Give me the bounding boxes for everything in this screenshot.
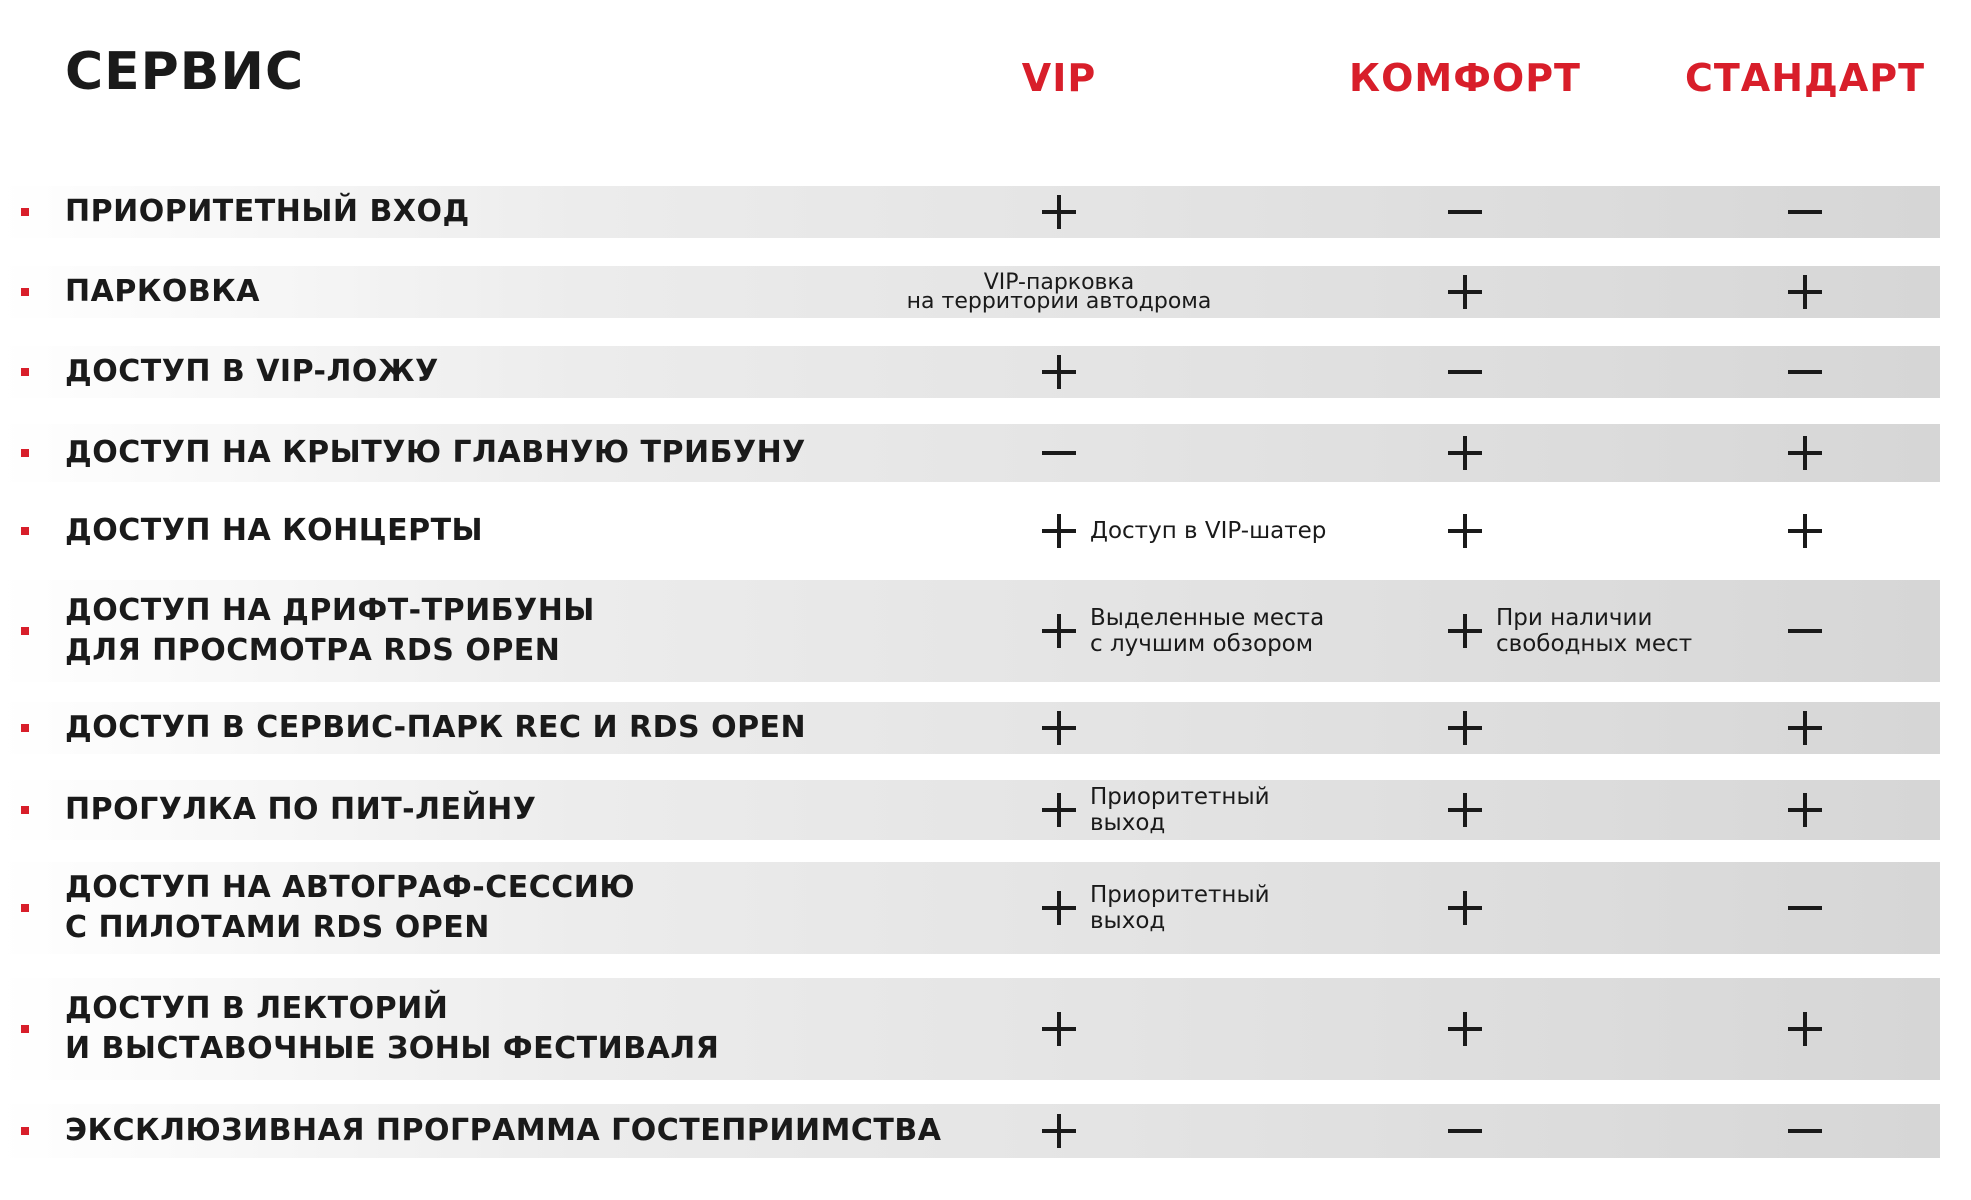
vip-note xyxy=(1090,518,1326,544)
plus-icon xyxy=(1788,514,1822,548)
table-row xyxy=(0,266,1940,318)
plus-icon xyxy=(1042,711,1076,745)
standard-cell xyxy=(1788,514,1822,548)
vip-cell xyxy=(1042,1114,1076,1148)
bullet-marker xyxy=(21,627,29,635)
table-row xyxy=(0,498,1940,564)
row-label-line: С ПИЛОТАМИ RDS OPEN xyxy=(65,910,490,945)
row-label-line: ДЛЯ ПРОСМОТРА RDS OPEN xyxy=(65,633,561,668)
page-title: СЕРВИС xyxy=(65,42,305,102)
row-label xyxy=(65,511,483,551)
standard-cell xyxy=(1788,275,1822,309)
minus-icon xyxy=(1788,195,1822,229)
comfort-cell xyxy=(1448,1114,1482,1148)
standard-cell xyxy=(1788,711,1822,745)
plus-icon xyxy=(1448,891,1482,925)
vip-cell xyxy=(1042,195,1076,229)
note-line: VIP-парковка xyxy=(983,270,1135,295)
minus-icon xyxy=(1042,436,1076,470)
row-label xyxy=(65,790,536,830)
note-line: свободных мест xyxy=(1496,631,1693,657)
note-line: Доступ в VIP-шатер xyxy=(1090,518,1327,544)
standard-cell xyxy=(1788,891,1822,925)
standard-cell xyxy=(1788,436,1822,470)
table-row xyxy=(0,580,1940,682)
row-label-line: ПРИОРИТЕТНЫЙ ВХОД xyxy=(65,194,470,229)
table-row xyxy=(0,862,1940,954)
bullet-marker xyxy=(21,904,29,912)
row-label xyxy=(65,591,595,671)
plus-icon xyxy=(1448,1012,1482,1046)
table-row xyxy=(0,702,1940,754)
table-row xyxy=(0,186,1940,238)
plus-icon xyxy=(1448,711,1482,745)
standard-cell xyxy=(1788,355,1822,389)
row-label-line: ДОСТУП НА КОНЦЕРТЫ xyxy=(65,513,484,548)
bullet-marker xyxy=(21,368,29,376)
plus-icon xyxy=(1042,355,1076,389)
vip-cell xyxy=(1042,436,1076,470)
row-label-line: И ВЫСТАВОЧНЫЕ ЗОНЫ ФЕСТИВАЛЯ xyxy=(65,1031,720,1066)
note-line: Выделенные места xyxy=(1090,605,1325,631)
plus-icon xyxy=(1448,793,1482,827)
row-label xyxy=(65,989,719,1069)
plus-icon xyxy=(1042,514,1076,548)
standard-cell xyxy=(1788,793,1822,827)
minus-icon xyxy=(1448,195,1482,229)
plus-icon xyxy=(1448,514,1482,548)
plus-icon xyxy=(1042,1114,1076,1148)
row-label-line: ДОСТУП НА АВТОГРАФ-СЕССИЮ xyxy=(65,870,636,905)
row-label-line: ПРОГУЛКА ПО ПИТ-ЛЕЙНУ xyxy=(65,792,537,827)
plus-icon xyxy=(1448,614,1482,648)
row-label-line: ПАРКОВКА xyxy=(65,274,260,309)
plus-icon xyxy=(1042,195,1076,229)
row-label xyxy=(65,1111,941,1151)
note-line: Приоритетный xyxy=(1090,784,1270,810)
note-line: на территории автодрома xyxy=(906,289,1212,314)
row-label xyxy=(65,352,439,392)
standard-cell xyxy=(1788,1114,1822,1148)
plus-icon xyxy=(1788,436,1822,470)
vip-note xyxy=(1090,605,1324,657)
row-label-line: ДОСТУП В ЛЕКТОРИЙ xyxy=(65,991,449,1026)
comfort-cell xyxy=(1448,514,1482,548)
comfort-cell xyxy=(1448,355,1482,389)
comfort-cell xyxy=(1448,711,1482,745)
row-label-line: ДОСТУП НА ДРИФТ-ТРИБУНЫ xyxy=(65,593,595,628)
row-label xyxy=(65,272,260,312)
table-row xyxy=(0,978,1940,1080)
note-line: с лучшим обзором xyxy=(1090,631,1314,657)
note-line: выход xyxy=(1090,810,1166,836)
plus-icon xyxy=(1042,891,1076,925)
note-line: выход xyxy=(1090,908,1166,934)
minus-icon xyxy=(1788,614,1822,648)
table-row xyxy=(0,780,1940,840)
vip-cell xyxy=(1042,882,1270,934)
plus-icon xyxy=(1448,275,1482,309)
comfort-cell xyxy=(1448,195,1482,229)
plus-icon xyxy=(1042,793,1076,827)
bullet-marker xyxy=(21,449,29,457)
comfort-cell xyxy=(1448,436,1482,470)
comfort-cell xyxy=(1448,275,1482,309)
table-row xyxy=(0,346,1940,398)
vip-note xyxy=(906,270,1212,314)
standard-cell xyxy=(1788,195,1822,229)
standard-cell xyxy=(1788,1012,1822,1046)
note-line: Приоритетный xyxy=(1090,882,1270,908)
vip-cell xyxy=(1042,514,1326,548)
vip-note xyxy=(1090,882,1270,934)
table-row xyxy=(0,1104,1940,1158)
column-header-vip: VIP xyxy=(1021,56,1097,100)
row-label xyxy=(65,708,806,748)
minus-icon xyxy=(1788,355,1822,389)
plus-icon xyxy=(1788,793,1822,827)
plus-icon xyxy=(1448,436,1482,470)
vip-cell xyxy=(1042,355,1076,389)
row-label xyxy=(65,433,806,473)
plus-icon xyxy=(1788,275,1822,309)
bullet-marker xyxy=(21,806,29,814)
row-label-line: ДОСТУП В СЕРВИС-ПАРК REC И RDS OPEN xyxy=(65,710,807,745)
row-label xyxy=(65,868,635,948)
vip-cell xyxy=(1042,784,1270,836)
minus-icon xyxy=(1788,891,1822,925)
column-header-comfort: КОМФОРТ xyxy=(1349,56,1581,100)
vip-cell xyxy=(1042,711,1076,745)
row-label-line: ЭКСКЛЮЗИВНАЯ ПРОГРАММА ГОСТЕПРИИМСТВА xyxy=(65,1113,942,1148)
plus-icon xyxy=(1042,614,1076,648)
comfort-cell xyxy=(1448,793,1482,827)
table-row xyxy=(0,424,1940,482)
minus-icon xyxy=(1448,355,1482,389)
comfort-cell xyxy=(1448,891,1482,925)
note-line: При наличии xyxy=(1496,605,1653,631)
row-label-line: ДОСТУП В VIP-ЛОЖУ xyxy=(65,354,439,389)
standard-cell xyxy=(1788,614,1822,648)
bullet-marker xyxy=(21,1025,29,1033)
plus-icon xyxy=(1788,1012,1822,1046)
bullet-marker xyxy=(21,724,29,732)
comfort-cell xyxy=(1448,605,1692,657)
row-label-line: ДОСТУП НА КРЫТУЮ ГЛАВНУЮ ТРИБУНУ xyxy=(65,435,806,470)
plus-icon xyxy=(1788,711,1822,745)
bullet-marker xyxy=(21,288,29,296)
row-label xyxy=(65,192,470,232)
bullet-marker xyxy=(21,208,29,216)
vip-cell xyxy=(1042,605,1324,657)
minus-icon xyxy=(1448,1114,1482,1148)
minus-icon xyxy=(1788,1114,1822,1148)
column-header-standard: СТАНДАРТ xyxy=(1684,56,1926,100)
vip-note xyxy=(1090,784,1270,836)
bullet-marker xyxy=(21,1127,29,1135)
comfort-note xyxy=(1496,605,1692,657)
comfort-cell xyxy=(1448,1012,1482,1046)
vip-cell xyxy=(1042,1012,1076,1046)
plus-icon xyxy=(1042,1012,1076,1046)
bullet-marker xyxy=(21,527,29,535)
